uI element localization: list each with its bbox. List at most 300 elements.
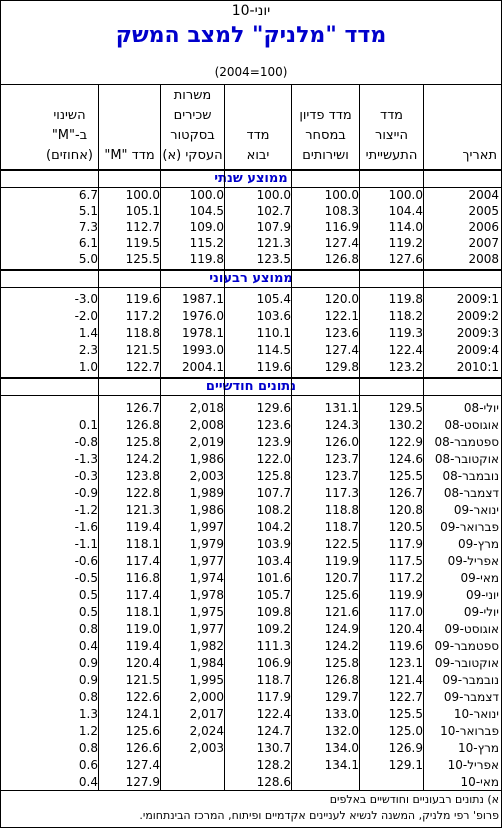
cell-date: 2005 bbox=[423, 203, 501, 219]
cell-date: 2006 bbox=[423, 219, 501, 235]
cell-industrial-production: 125.5 bbox=[359, 705, 423, 722]
table-row bbox=[1, 187, 501, 203]
cell-industrial-production: 121.4 bbox=[359, 671, 423, 688]
report-date: יוני-10 bbox=[231, 3, 271, 19]
cell-commerce-services: 129.8 bbox=[291, 358, 359, 375]
cell-imports: 105.4 bbox=[224, 290, 291, 307]
header-line: העסקי (א) bbox=[162, 148, 223, 163]
table-row bbox=[1, 251, 501, 267]
cell-m-index: 124.2 bbox=[98, 450, 160, 467]
cell-employees: 2,018 bbox=[160, 399, 224, 416]
cell-industrial-production: 120.5 bbox=[359, 518, 423, 535]
cell-date: דצמבר-08 bbox=[423, 484, 501, 501]
table-row bbox=[1, 756, 501, 773]
cell-employees: 1,986 bbox=[160, 501, 224, 518]
table-row bbox=[1, 219, 501, 235]
cell-imports: 103.9 bbox=[224, 535, 291, 552]
cell-industrial-production: 130.2 bbox=[359, 416, 423, 433]
cell-employees: 100.0 bbox=[160, 187, 224, 203]
cell-employees: 1,984 bbox=[160, 654, 224, 671]
cell-commerce-services: 125.8 bbox=[291, 654, 359, 671]
header-m-index bbox=[98, 85, 160, 169]
cell-date: 2008 bbox=[423, 251, 501, 267]
header-line: שכירים bbox=[173, 108, 212, 123]
cell-m-index: 127.9 bbox=[98, 773, 160, 790]
cell-m-change: 7.3 bbox=[78, 220, 98, 234]
cell-commerce-services: 122.1 bbox=[291, 307, 359, 324]
cell-m-index: 121.5 bbox=[98, 671, 160, 688]
cell-m-change: 0.1 bbox=[78, 417, 98, 432]
cell-industrial-production bbox=[359, 773, 423, 790]
cell-employees: 2004.1 bbox=[160, 358, 224, 375]
cell-imports: 105.7 bbox=[224, 586, 291, 603]
cell-employees: 1,975 bbox=[160, 603, 224, 620]
cell-employees: 1,982 bbox=[160, 637, 224, 654]
cell-commerce-services: 122.5 bbox=[291, 535, 359, 552]
cell-commerce-services: 133.0 bbox=[291, 705, 359, 722]
cell-m-change: 0.5 bbox=[78, 604, 98, 619]
cell-m-change: 5.0 bbox=[78, 252, 98, 266]
cell-date: ינואר-10 bbox=[423, 705, 501, 722]
table-row bbox=[1, 654, 501, 671]
cell-employees: 1,974 bbox=[160, 569, 224, 586]
cell-date: אפריל-09 bbox=[423, 552, 501, 569]
cell-employees: 119.8 bbox=[160, 251, 224, 267]
cell-m-change: -1.3 bbox=[74, 451, 98, 466]
cell-m-change: -0.8 bbox=[74, 434, 98, 449]
header-line: ב-"M" bbox=[51, 128, 88, 143]
cell-industrial-production: 114.0 bbox=[359, 219, 423, 235]
cell-imports: 108.2 bbox=[224, 501, 291, 518]
cell-imports: 104.2 bbox=[224, 518, 291, 535]
cell-employees: 1,978 bbox=[160, 586, 224, 603]
cell-employees: 1978.1 bbox=[160, 324, 224, 341]
cell-m-index: 100.0 bbox=[98, 187, 160, 203]
cell-industrial-production: 125.5 bbox=[359, 467, 423, 484]
cell-imports: 100.0 bbox=[224, 187, 291, 203]
header-line bbox=[127, 106, 131, 126]
cell-m-change: 6.1 bbox=[78, 236, 98, 250]
header-employees bbox=[160, 85, 224, 169]
cell-employees: 1987.1 bbox=[160, 290, 224, 307]
table-row bbox=[1, 467, 501, 484]
cell-commerce-services: 127.4 bbox=[291, 235, 359, 251]
table-row bbox=[1, 705, 501, 722]
table-row bbox=[1, 450, 501, 467]
cell-imports: 109.2 bbox=[224, 620, 291, 637]
cell-imports: 106.9 bbox=[224, 654, 291, 671]
cell-imports: 128.6 bbox=[224, 773, 291, 790]
header-line: מדד פדיון bbox=[299, 108, 352, 123]
cell-m-index: 125.5 bbox=[98, 251, 160, 267]
cell-date: ספטמבר-09 bbox=[423, 637, 501, 654]
cell-industrial-production: 120.8 bbox=[359, 501, 423, 518]
cell-commerce-services: 134.0 bbox=[291, 739, 359, 756]
cell-employees: 1,979 bbox=[160, 535, 224, 552]
cell-date: יולי-08 bbox=[423, 399, 501, 416]
cell-m-change: 0.8 bbox=[78, 740, 98, 755]
cell-employees: 1,986 bbox=[160, 450, 224, 467]
cell-imports: 121.3 bbox=[224, 235, 291, 251]
cell-commerce-services: 121.6 bbox=[291, 603, 359, 620]
section-title-annual: ממוצע שנתי bbox=[214, 171, 288, 186]
cell-m-change: -1.1 bbox=[74, 536, 98, 551]
cell-commerce-services: 124.2 bbox=[291, 637, 359, 654]
cell-m-change: 2.3 bbox=[78, 342, 98, 357]
cell-date: מרץ-09 bbox=[423, 535, 501, 552]
cell-industrial-production: 123.2 bbox=[359, 358, 423, 375]
cell-date: פברואר-09 bbox=[423, 518, 501, 535]
header-line: מדד "M" bbox=[104, 148, 155, 163]
footnote: א) נתונים רבעוניים וחודשיים באלפים bbox=[329, 793, 499, 806]
cell-commerce-services: 124.3 bbox=[291, 416, 359, 433]
cell-m-index: 112.7 bbox=[98, 219, 160, 235]
cell-date: דצמבר-09 bbox=[423, 688, 501, 705]
cell-commerce-services: 117.3 bbox=[291, 484, 359, 501]
cell-m-index: 119.4 bbox=[98, 518, 160, 535]
cell-m-index: 120.4 bbox=[98, 654, 160, 671]
table-row bbox=[1, 358, 501, 375]
cell-industrial-production: 123.1 bbox=[359, 654, 423, 671]
cell-m-change: -1.2 bbox=[74, 502, 98, 517]
header-m-change bbox=[41, 85, 98, 169]
cell-industrial-production: 117.9 bbox=[359, 535, 423, 552]
table-row bbox=[1, 722, 501, 739]
cell-m-index: 119.4 bbox=[98, 637, 160, 654]
header-line: מדד bbox=[246, 128, 270, 143]
cell-m-change: 5.1 bbox=[78, 204, 98, 218]
cell-imports: 110.1 bbox=[224, 324, 291, 341]
cell-commerce-services: 132.0 bbox=[291, 722, 359, 739]
cell-date: אוקטובר-09 bbox=[423, 654, 501, 671]
cell-m-index: 124.1 bbox=[98, 705, 160, 722]
header-line: משרות bbox=[173, 88, 212, 103]
cell-industrial-production: 120.4 bbox=[359, 620, 423, 637]
cell-industrial-production: 117.0 bbox=[359, 603, 423, 620]
cell-employees bbox=[160, 773, 224, 790]
cell-date: 2009:1 bbox=[423, 290, 501, 307]
cell-imports: 107.9 bbox=[224, 219, 291, 235]
cell-imports: 129.6 bbox=[224, 399, 291, 416]
cell-m-index: 117.2 bbox=[98, 307, 160, 324]
cell-industrial-production: 122.4 bbox=[359, 341, 423, 358]
cell-imports: 102.7 bbox=[224, 203, 291, 219]
cell-commerce-services: 116.9 bbox=[291, 219, 359, 235]
cell-date: מרץ-10 bbox=[423, 739, 501, 756]
table-row bbox=[1, 773, 501, 790]
cell-industrial-production: 100.0 bbox=[359, 187, 423, 203]
cell-date: 2009:4 bbox=[423, 341, 501, 358]
cell-m-change: 1.2 bbox=[78, 723, 98, 738]
cell-industrial-production: 118.2 bbox=[359, 307, 423, 324]
header-line: התעשייתי bbox=[365, 148, 418, 163]
cell-commerce-services: 125.6 bbox=[291, 586, 359, 603]
cell-industrial-production: 119.2 bbox=[359, 235, 423, 251]
cell-employees: 1,989 bbox=[160, 484, 224, 501]
cell-imports: 103.6 bbox=[224, 307, 291, 324]
cell-industrial-production: 104.4 bbox=[359, 203, 423, 219]
cell-m-index: 125.6 bbox=[98, 722, 160, 739]
cell-commerce-services: 119.9 bbox=[291, 552, 359, 569]
table-row bbox=[1, 671, 501, 688]
cell-date: מאי-10 bbox=[423, 773, 501, 790]
cell-m-change: -1.6 bbox=[74, 519, 98, 534]
table-row bbox=[1, 569, 501, 586]
table-row bbox=[1, 637, 501, 654]
cell-industrial-production: 125.0 bbox=[359, 722, 423, 739]
cell-commerce-services bbox=[291, 773, 359, 790]
cell-m-index: 118.8 bbox=[98, 324, 160, 341]
table-row bbox=[1, 324, 501, 341]
section-title-monthly: נתונים חודשיים bbox=[205, 379, 297, 394]
cell-imports: 119.6 bbox=[224, 358, 291, 375]
cell-industrial-production: 126.9 bbox=[359, 739, 423, 756]
cell-m-change: 0.8 bbox=[78, 689, 98, 704]
cell-date: מאי-09 bbox=[423, 569, 501, 586]
cell-m-change: -0.3 bbox=[74, 468, 98, 483]
cell-date: יולי-09 bbox=[423, 603, 501, 620]
cell-commerce-services: 134.1 bbox=[291, 756, 359, 773]
cell-m-change: 0.6 bbox=[78, 757, 98, 772]
cell-employees: 2,017 bbox=[160, 705, 224, 722]
header-industrial-production bbox=[359, 85, 423, 169]
cell-employees: 115.2 bbox=[160, 235, 224, 251]
cell-commerce-services: 120.7 bbox=[291, 569, 359, 586]
cell-imports: 130.7 bbox=[224, 739, 291, 756]
cell-m-index: 126.8 bbox=[98, 416, 160, 433]
header-line: תאריך bbox=[462, 148, 497, 163]
cell-industrial-production: 124.6 bbox=[359, 450, 423, 467]
cell-date: 2004 bbox=[423, 187, 501, 203]
cell-employees: 2,003 bbox=[160, 739, 224, 756]
header-line bbox=[493, 106, 497, 126]
base-year-note: (2004=100) bbox=[214, 65, 288, 79]
header-date bbox=[423, 85, 501, 169]
cell-imports: 128.2 bbox=[224, 756, 291, 773]
cell-industrial-production: 119.3 bbox=[359, 324, 423, 341]
header-line bbox=[127, 126, 131, 146]
cell-employees: 2,000 bbox=[160, 688, 224, 705]
header-line: ושירותים bbox=[302, 148, 349, 163]
cell-imports: 118.7 bbox=[224, 671, 291, 688]
cell-m-index: 119.6 bbox=[98, 290, 160, 307]
table-row bbox=[1, 341, 501, 358]
cell-commerce-services: 124.9 bbox=[291, 620, 359, 637]
cell-m-index: 118.1 bbox=[98, 603, 160, 620]
header-line: בסקטור bbox=[170, 128, 215, 143]
header-line: (אחוזים) bbox=[46, 148, 93, 163]
cell-date: ינואר-09 bbox=[423, 501, 501, 518]
cell-date: אוקטובר-08 bbox=[423, 450, 501, 467]
cell-imports: 124.7 bbox=[224, 722, 291, 739]
cell-m-index: 122.8 bbox=[98, 484, 160, 501]
cell-imports: 122.4 bbox=[224, 705, 291, 722]
table-row bbox=[1, 688, 501, 705]
cell-commerce-services: 126.0 bbox=[291, 433, 359, 450]
cell-industrial-production: 122.7 bbox=[359, 688, 423, 705]
cell-m-change: 1.4 bbox=[78, 325, 98, 340]
cell-imports: 123.6 bbox=[224, 416, 291, 433]
cell-date: 2010:1 bbox=[423, 358, 501, 375]
cell-employees: 1,997 bbox=[160, 518, 224, 535]
cell-industrial-production: 129.1 bbox=[359, 756, 423, 773]
cell-m-index: 127.4 bbox=[98, 756, 160, 773]
cell-m-change bbox=[41, 399, 98, 416]
cell-m-index: 123.8 bbox=[98, 467, 160, 484]
cell-imports: 103.4 bbox=[224, 552, 291, 569]
cell-commerce-services: 131.1 bbox=[291, 399, 359, 416]
header-line bbox=[256, 106, 260, 126]
cell-commerce-services: 127.4 bbox=[291, 341, 359, 358]
cell-m-change: 0.9 bbox=[78, 655, 98, 670]
cell-industrial-production: 127.6 bbox=[359, 251, 423, 267]
cell-industrial-production: 119.6 bbox=[359, 637, 423, 654]
cell-imports: 114.5 bbox=[224, 341, 291, 358]
cell-m-change: 1.3 bbox=[78, 706, 98, 721]
cell-m-index: 117.4 bbox=[98, 552, 160, 569]
cell-commerce-services: 108.3 bbox=[291, 203, 359, 219]
cell-imports: 111.3 bbox=[224, 637, 291, 654]
cell-m-change: 1.0 bbox=[78, 359, 98, 374]
header-line: מדד bbox=[379, 108, 404, 123]
cell-date: 2007 bbox=[423, 235, 501, 251]
cell-employees bbox=[160, 756, 224, 773]
section-title-quarterly: ממוצע רבעוני bbox=[209, 271, 293, 286]
cell-commerce-services: 100.0 bbox=[291, 187, 359, 203]
header-line: הייצור bbox=[375, 128, 408, 143]
table-row bbox=[1, 518, 501, 535]
cell-m-change: -0.6 bbox=[74, 553, 98, 568]
table-row bbox=[1, 739, 501, 756]
table-row bbox=[1, 501, 501, 518]
table-row bbox=[1, 535, 501, 552]
header-line bbox=[493, 126, 497, 146]
table-row bbox=[1, 552, 501, 569]
cell-imports: 101.6 bbox=[224, 569, 291, 586]
cell-employees: 1,977 bbox=[160, 552, 224, 569]
cell-date: נובמבר-08 bbox=[423, 467, 501, 484]
cell-m-index: 122.6 bbox=[98, 688, 160, 705]
cell-imports: 117.9 bbox=[224, 688, 291, 705]
cell-m-index: 121.5 bbox=[98, 341, 160, 358]
cell-date: אוגוסט-09 bbox=[423, 620, 501, 637]
cell-employees: 2,024 bbox=[160, 722, 224, 739]
cell-m-change: -2.0 bbox=[74, 308, 98, 323]
cell-commerce-services: 123.7 bbox=[291, 450, 359, 467]
table-row bbox=[1, 433, 501, 450]
table-row bbox=[1, 484, 501, 501]
cell-date: פברואר-10 bbox=[423, 722, 501, 739]
cell-m-change: 0.4 bbox=[78, 774, 98, 789]
cell-imports: 123.9 bbox=[224, 433, 291, 450]
header-line: השינוי bbox=[53, 108, 86, 123]
table-row bbox=[1, 603, 501, 620]
footnote: פרופ' רפי מלניק, המשנה לנשיא לעניינים אקדמיים ופיתוח, המרכז הבינתחומי. bbox=[139, 809, 499, 822]
cell-commerce-services: 120.0 bbox=[291, 290, 359, 307]
cell-employees: 1,977 bbox=[160, 620, 224, 637]
cell-industrial-production: 119.9 bbox=[359, 586, 423, 603]
cell-commerce-services: 118.7 bbox=[291, 518, 359, 535]
cell-employees: 2,019 bbox=[160, 433, 224, 450]
cell-imports: 123.5 bbox=[224, 251, 291, 267]
cell-industrial-production: 117.5 bbox=[359, 552, 423, 569]
cell-m-index: 126.6 bbox=[98, 739, 160, 756]
cell-commerce-services: 118.8 bbox=[291, 501, 359, 518]
cell-commerce-services: 126.8 bbox=[291, 671, 359, 688]
cell-date: אוגוסט-08 bbox=[423, 416, 501, 433]
cell-m-change: 0.9 bbox=[78, 672, 98, 687]
cell-m-change: -0.5 bbox=[74, 570, 98, 585]
header-line: יבוא bbox=[246, 148, 270, 163]
header-line: במסחר bbox=[305, 128, 346, 143]
cell-date: ספטמבר-08 bbox=[423, 433, 501, 450]
cell-employees: 1,995 bbox=[160, 671, 224, 688]
table-row bbox=[1, 416, 501, 433]
cell-commerce-services: 129.7 bbox=[291, 688, 359, 705]
cell-m-change: 6.7 bbox=[78, 188, 98, 202]
cell-date: יוני-09 bbox=[423, 586, 501, 603]
cell-m-index: 119.5 bbox=[98, 235, 160, 251]
cell-m-change: -0.9 bbox=[74, 485, 98, 500]
cell-m-change: -3.0 bbox=[74, 291, 98, 306]
cell-industrial-production: 129.5 bbox=[359, 399, 423, 416]
cell-employees: 1976.0 bbox=[160, 307, 224, 324]
cell-date: אפריל-10 bbox=[423, 756, 501, 773]
cell-m-index: 125.8 bbox=[98, 433, 160, 450]
cell-employees: 1993.0 bbox=[160, 341, 224, 358]
table-row bbox=[1, 586, 501, 603]
table-row bbox=[1, 307, 501, 324]
cell-m-index: 122.7 bbox=[98, 358, 160, 375]
cell-imports: 122.0 bbox=[224, 450, 291, 467]
cell-industrial-production: 122.9 bbox=[359, 433, 423, 450]
cell-employees: 2,008 bbox=[160, 416, 224, 433]
table-row bbox=[1, 399, 501, 416]
cell-date: 2009:3 bbox=[423, 324, 501, 341]
table-row bbox=[1, 290, 501, 307]
cell-imports: 125.8 bbox=[224, 467, 291, 484]
cell-m-change: 0.5 bbox=[78, 587, 98, 602]
cell-m-index: 116.8 bbox=[98, 569, 160, 586]
column-headers bbox=[1, 85, 501, 169]
cell-commerce-services: 126.8 bbox=[291, 251, 359, 267]
cell-commerce-services: 123.7 bbox=[291, 467, 359, 484]
cell-commerce-services: 123.6 bbox=[291, 324, 359, 341]
cell-imports: 107.7 bbox=[224, 484, 291, 501]
cell-m-index: 119.0 bbox=[98, 620, 160, 637]
cell-m-change: 0.8 bbox=[78, 621, 98, 636]
cell-industrial-production: 119.8 bbox=[359, 290, 423, 307]
table-row bbox=[1, 235, 501, 251]
cell-employees: 104.5 bbox=[160, 203, 224, 219]
cell-employees: 2,003 bbox=[160, 467, 224, 484]
table-row bbox=[1, 203, 501, 219]
cell-m-change: 0.4 bbox=[78, 638, 98, 653]
cell-m-index: 105.1 bbox=[98, 203, 160, 219]
page-title: מדד "מלניק" למצב המשק bbox=[115, 23, 387, 48]
table-row bbox=[1, 620, 501, 637]
cell-date: נובמבר-09 bbox=[423, 671, 501, 688]
header-commerce-services bbox=[291, 85, 359, 169]
cell-m-index: 117.4 bbox=[98, 586, 160, 603]
header-imports bbox=[224, 85, 291, 169]
cell-industrial-production: 126.7 bbox=[359, 484, 423, 501]
cell-imports: 109.8 bbox=[224, 603, 291, 620]
cell-m-index: 126.7 bbox=[98, 399, 160, 416]
cell-employees: 109.0 bbox=[160, 219, 224, 235]
cell-m-index: 118.1 bbox=[98, 535, 160, 552]
cell-date: 2009:2 bbox=[423, 307, 501, 324]
